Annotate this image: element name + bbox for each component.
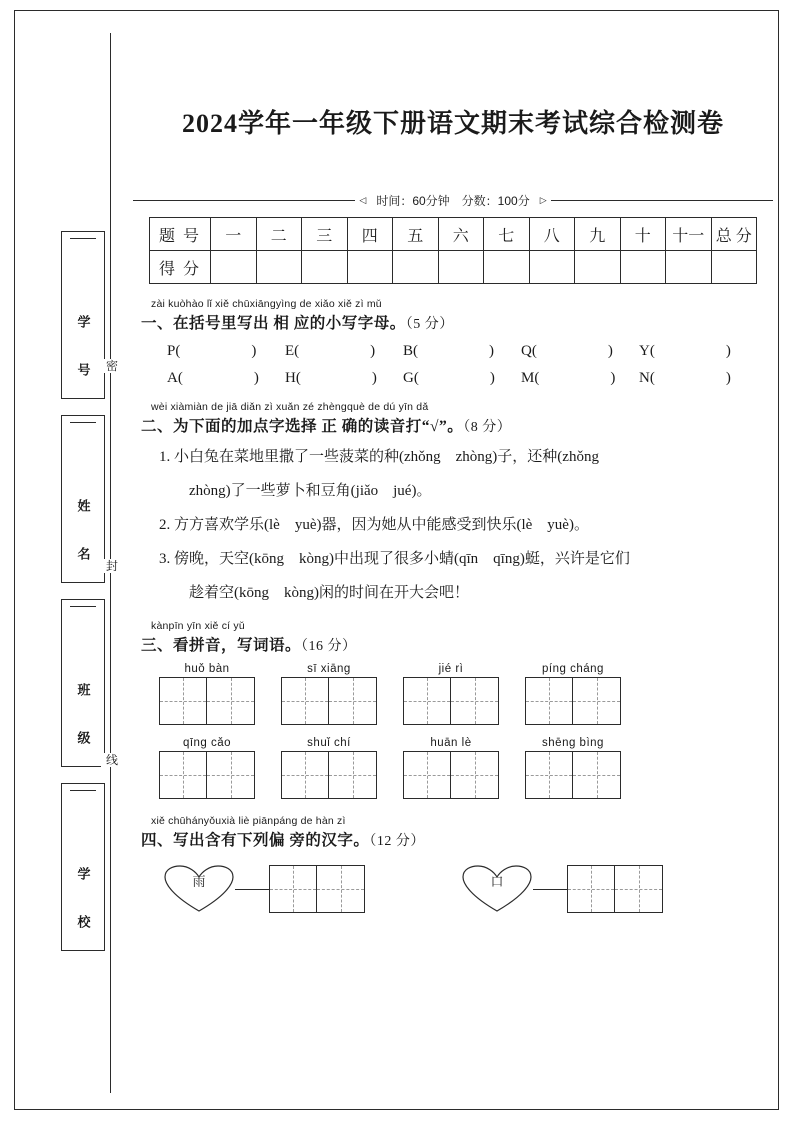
- seal-char-xian: 线: [105, 753, 118, 767]
- exam-score: 分数：100分: [461, 194, 530, 208]
- pinyin-qingcao: qīng cǎo: [182, 737, 232, 749]
- letter-blank-B[interactable]: B( ): [403, 343, 494, 359]
- question-4-pinyin: xiě chūhányǒuxià liè piānpáng de hàn zì: [151, 815, 346, 827]
- tianzige-cell[interactable]: [525, 677, 573, 725]
- radical-group-yu: [163, 864, 365, 914]
- question-2-line-5: 趁着空(kōng kòng)闲的时间在开大会吧！: [189, 585, 469, 601]
- radical-char-kou: 口: [490, 874, 504, 889]
- seal-mark-xian: [101, 753, 123, 767]
- writing-rule: [70, 422, 96, 423]
- word-grid-shuichi: [281, 737, 377, 799]
- score-col-1: 一: [211, 218, 257, 251]
- letter-label-A: A(: [167, 370, 183, 386]
- score-col-11: 十一: [666, 218, 712, 251]
- exam-paper-page: [14, 10, 779, 1110]
- question-3-title: [141, 633, 773, 655]
- score-table: [149, 217, 757, 284]
- table-row-question-numbers: [150, 218, 757, 251]
- question-3-grid-row-1: [159, 663, 773, 725]
- score-cell-9[interactable]: [575, 251, 621, 284]
- score-cell-8[interactable]: [529, 251, 575, 284]
- score-cell-1[interactable]: [211, 251, 257, 284]
- student-class-label: 班 级: [75, 683, 91, 754]
- blank-space: [419, 370, 490, 386]
- writing-rule: [70, 606, 96, 607]
- tianzige-pair-yu[interactable]: [269, 865, 365, 913]
- question-2-pinyin: wèi xiàmiàn de jiā diǎn zì xuǎn zé zhèngquè de dú yīn dǎ: [151, 401, 429, 413]
- student-name-box: [61, 415, 105, 583]
- question-4-title: [141, 828, 773, 850]
- heart-shape-kou: [461, 864, 533, 914]
- score-cell-5[interactable]: [393, 251, 439, 284]
- tianzige-pair[interactable]: [403, 751, 499, 799]
- meta-rule-left: [133, 200, 355, 201]
- tianzige-cell[interactable]: [329, 751, 377, 799]
- tianzige-cell[interactable]: [159, 677, 207, 725]
- question-1-points: （5 分）: [405, 317, 454, 332]
- letter-label-E: E(: [285, 343, 300, 359]
- blank-space: [301, 370, 372, 386]
- tianzige-pair[interactable]: [281, 751, 377, 799]
- question-1-row-1: [167, 343, 773, 360]
- exam-meta-bar: [133, 192, 773, 209]
- tianzige-cell[interactable]: [615, 865, 663, 913]
- heart-icon: [461, 864, 533, 914]
- letter-blank-E[interactable]: E( ): [285, 343, 376, 359]
- score-table-header-question: 题 号: [150, 218, 211, 251]
- question-2-line-3: 2. 方方喜欢学乐(lè yuè)器，因为她从中能感受到快乐(lè yuè)。: [159, 517, 589, 533]
- tianzige-cell[interactable]: [567, 865, 615, 913]
- tianzige-cell[interactable]: [451, 677, 499, 725]
- tianzige-cell[interactable]: [403, 751, 451, 799]
- score-cell-10[interactable]: [620, 251, 666, 284]
- tianzige-cell[interactable]: [281, 751, 329, 799]
- pinyin-sixiang: sī xiāng: [307, 663, 351, 675]
- word-grid-huanle: [403, 737, 499, 799]
- score-col-10: 十: [620, 218, 666, 251]
- student-name-label: 姓 名: [75, 499, 91, 570]
- tianzige-pair[interactable]: [403, 677, 499, 725]
- tianzige-cell[interactable]: [403, 677, 451, 725]
- tianzige-pair[interactable]: [525, 751, 621, 799]
- score-col-total: 总 分: [711, 218, 757, 251]
- exam-content: [133, 31, 773, 914]
- letter-label-H: H(: [285, 370, 301, 386]
- student-id-label: 学 号: [75, 315, 91, 386]
- question-2-text: 二、为下面的加点字选择 正 确的读音打“√”。: [141, 418, 464, 435]
- tianzige-pair[interactable]: [159, 677, 255, 725]
- student-school-label: 学 校: [75, 867, 91, 938]
- writing-rule: [70, 238, 96, 239]
- tianzige-pair[interactable]: [159, 751, 255, 799]
- connector-line: [235, 889, 269, 890]
- writing-rule: [70, 790, 96, 791]
- blank-space: [180, 343, 251, 359]
- score-col-9: 九: [575, 218, 621, 251]
- blank-space: [299, 343, 370, 359]
- word-grid-sixiang: [281, 663, 377, 725]
- score-col-7: 七: [484, 218, 530, 251]
- letter-blank-P[interactable]: P( ): [167, 343, 257, 359]
- tianzige-pair[interactable]: [281, 677, 377, 725]
- score-cell-6[interactable]: [438, 251, 484, 284]
- letter-label-G: G(: [403, 370, 419, 386]
- score-col-8: 八: [529, 218, 575, 251]
- word-grid-jieri: [403, 663, 499, 725]
- tianzige-cell[interactable]: [317, 865, 365, 913]
- tianzige-cell[interactable]: [451, 751, 499, 799]
- question-2-title: [141, 414, 773, 436]
- score-cell-11[interactable]: [666, 251, 712, 284]
- question-1-title: [141, 311, 773, 333]
- pinyin-huanle: huān lè: [430, 737, 472, 749]
- score-col-2: 二: [256, 218, 302, 251]
- letter-label-P: P(: [167, 343, 181, 359]
- word-grid-pingchang: [525, 663, 621, 725]
- question-2-line-4: 3. 傍晚，天空(kōng kòng)中出现了很多小蜻(qīn qīng)蜓，兴许是它们: [159, 551, 630, 567]
- score-table-header-score: 得 分: [150, 251, 211, 284]
- letter-blank-G[interactable]: G( ): [403, 370, 495, 386]
- radical-char-yu: 雨: [192, 874, 206, 889]
- tianzige-cell[interactable]: [573, 677, 621, 725]
- heart-shape-yu: [163, 864, 235, 914]
- word-grid-qingcao: [159, 737, 255, 799]
- blank-space: [539, 370, 610, 386]
- pinyin-huoban: huǒ bàn: [184, 663, 230, 675]
- table-row-scores: [150, 251, 757, 284]
- tianzige-cell[interactable]: [573, 751, 621, 799]
- letter-blank-N[interactable]: N( ): [639, 370, 731, 386]
- question-4-radical-row: [163, 864, 773, 914]
- page-title: 2024学年一年级下册语文期末考试综合检测卷: [181, 109, 724, 138]
- question-2-line-1: 1. 小白兔在菜地里撒了一些菠菜的种(zhǒng zhòng)子，还种(zhǒng: [159, 449, 599, 465]
- tianzige-pair-kou[interactable]: [567, 865, 663, 913]
- student-school-box: [61, 783, 105, 951]
- triangle-left-icon: ◁: [359, 195, 367, 205]
- seal-char-mi: 密: [105, 359, 118, 373]
- score-cell-7[interactable]: [484, 251, 530, 284]
- question-3-pinyin: kànpīn yīn xiě cí yǔ: [151, 620, 245, 632]
- meta-rule-right: [551, 200, 773, 201]
- letter-blank-H[interactable]: H( ): [285, 370, 377, 386]
- score-cell-2[interactable]: [256, 251, 302, 284]
- triangle-right-icon: ▷: [539, 195, 547, 205]
- connector-line: [533, 889, 567, 890]
- question-2-points: （8 分）: [463, 420, 512, 435]
- student-class-box: [61, 599, 105, 767]
- heart-icon: [163, 864, 235, 914]
- letter-blank-A[interactable]: A( ): [167, 370, 259, 386]
- question-1-pinyin: zài kuòhào lǐ xiě chūxiāngyìng de xiǎo xiě zì mǔ: [151, 298, 382, 310]
- radical-group-kou: [461, 864, 663, 914]
- question-1-text: 一、在括号里写出 相 应的小写字母。: [141, 315, 406, 332]
- score-col-4: 四: [347, 218, 393, 251]
- score-col-5: 五: [393, 218, 439, 251]
- letter-label-M: M(: [521, 370, 540, 386]
- pinyin-shuichi: shuǐ chí: [307, 737, 351, 749]
- seal-mark-mi: [101, 359, 123, 373]
- letter-label-Y: Y(: [639, 343, 655, 359]
- tianzige-cell[interactable]: [525, 751, 573, 799]
- score-col-3: 三: [302, 218, 348, 251]
- blank-space: [655, 343, 726, 359]
- student-id-box: [61, 231, 105, 399]
- seal-char-feng: 封: [105, 559, 118, 573]
- question-3-grid-row-2: [159, 737, 773, 799]
- score-cell-total[interactable]: [711, 251, 757, 284]
- exam-time: 时间：60分钟: [376, 194, 450, 208]
- letter-blank-M[interactable]: M( ): [521, 370, 616, 386]
- score-cell-4[interactable]: [347, 251, 393, 284]
- question-3-text: 三、看拼音，写词语。: [141, 637, 302, 654]
- tianzige-pair[interactable]: [525, 677, 621, 725]
- score-col-6: 六: [438, 218, 484, 251]
- seal-mark-feng: [101, 559, 123, 573]
- letter-label-B: B(: [403, 343, 418, 359]
- blank-space: [537, 343, 608, 359]
- question-4-text: 四、写出含有下列偏 旁的汉字。: [141, 832, 370, 849]
- tianzige-cell[interactable]: [281, 677, 329, 725]
- pinyin-pingchang: píng cháng: [542, 663, 604, 675]
- pinyin-jieri: jié rì: [438, 663, 464, 675]
- question-3-points: （16 分）: [301, 639, 357, 654]
- question-4-points: （12 分）: [369, 834, 425, 849]
- tianzige-cell[interactable]: [207, 677, 255, 725]
- blank-space: [418, 343, 489, 359]
- letter-blank-Q[interactable]: Q( ): [521, 343, 613, 359]
- blank-space: [655, 370, 726, 386]
- word-grid-shengbing: [525, 737, 621, 799]
- score-cell-3[interactable]: [302, 251, 348, 284]
- word-grid-huoban: [159, 663, 255, 725]
- question-1-row-2: [167, 370, 773, 387]
- tianzige-cell[interactable]: [269, 865, 317, 913]
- pinyin-shengbing: shēng bìng: [542, 737, 604, 749]
- question-2-line-2: zhòng)了一些萝卜和豆角(jiǎo jué)。: [189, 483, 432, 499]
- tianzige-cell[interactable]: [159, 751, 207, 799]
- blank-space: [183, 370, 254, 386]
- tianzige-cell[interactable]: [207, 751, 255, 799]
- letter-blank-Y[interactable]: Y( ): [639, 343, 731, 359]
- letter-label-Q: Q(: [521, 343, 537, 359]
- tianzige-cell[interactable]: [329, 677, 377, 725]
- letter-label-N: N(: [639, 370, 655, 386]
